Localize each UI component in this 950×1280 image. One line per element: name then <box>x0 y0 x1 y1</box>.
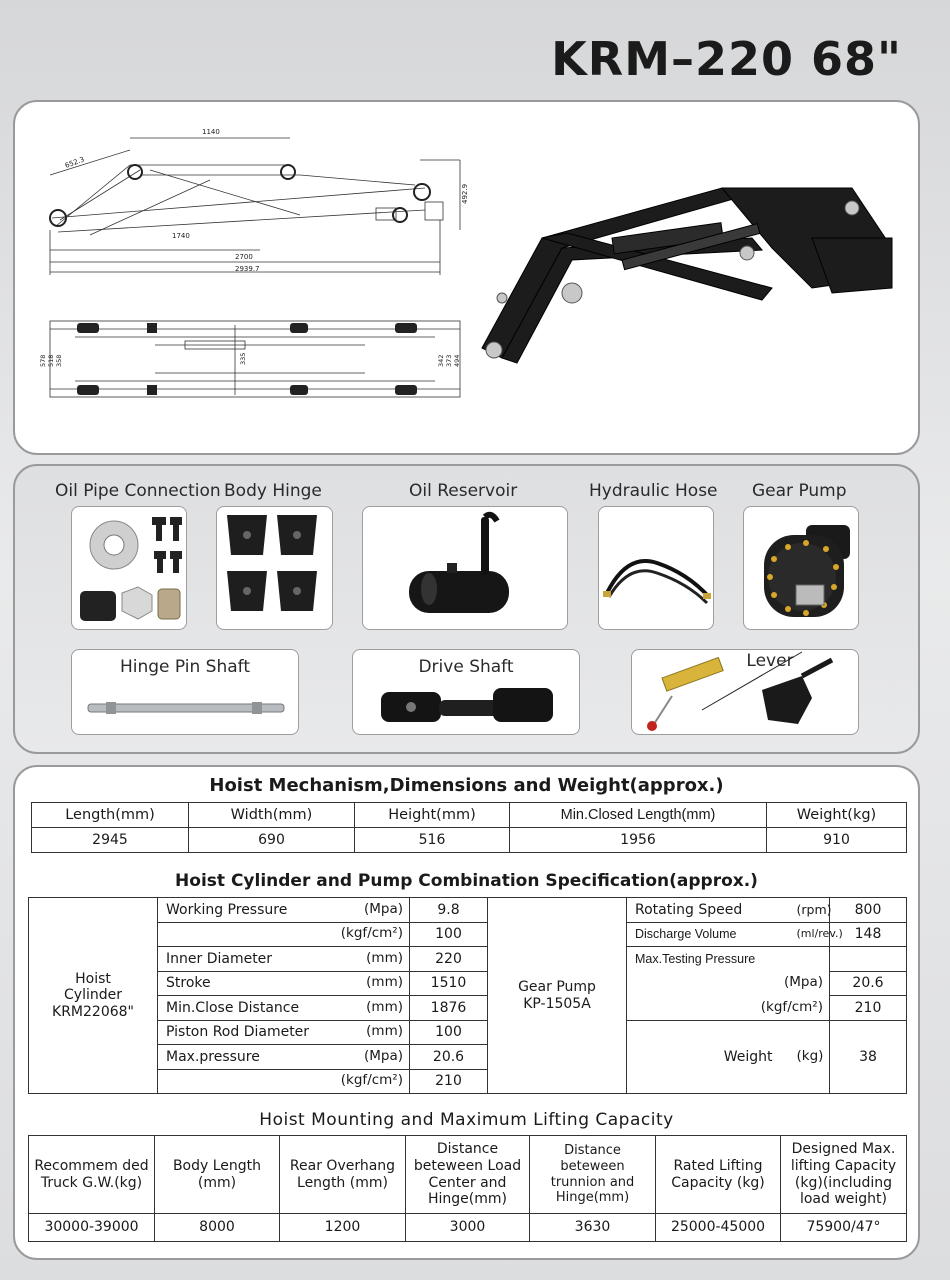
spec-unit: (kgf/cm²) <box>334 922 410 947</box>
spec-unit: (mm) <box>334 1020 410 1045</box>
table-cell: 516 <box>355 828 510 853</box>
pump-spec-unit: (rpm) <box>793 898 830 923</box>
spec-value: 1876 <box>410 996 488 1021</box>
part-label-drive-shaft: Drive Shaft <box>418 657 514 677</box>
table-header: Length(mm) <box>32 803 189 828</box>
spec-value: 20.6 <box>410 1045 488 1070</box>
pump-spec-unit: (Mpa) <box>627 971 830 996</box>
top-view-drawing <box>35 315 465 405</box>
spec-label: Min.Close Distance <box>158 996 334 1021</box>
spec-value: 220 <box>410 947 488 972</box>
spec-unit: (mm) <box>334 996 410 1021</box>
table-row <box>32 828 907 853</box>
table-header: Height(mm) <box>355 803 510 828</box>
mounting-table <box>28 1135 907 1242</box>
dim-label: 358 <box>55 354 63 367</box>
table-header-row <box>32 803 907 828</box>
dim-label: 652.3 <box>63 155 86 170</box>
dim-label: 373 <box>445 354 453 367</box>
table-cell: 1956 <box>510 828 767 853</box>
spec-unit: (mm) <box>334 947 410 972</box>
part-label-hinge-pin: Hinge Pin Shaft <box>119 657 251 677</box>
pump-spec-label: Rotating Speed <box>627 898 793 923</box>
part-label-oil-reservoir: Oil Reservoir <box>409 481 518 501</box>
dim-label: 518 <box>47 354 55 367</box>
pump-spec-label: Discharge Volume <box>627 922 793 947</box>
pump-spec-label: Weight <box>627 1020 793 1094</box>
part-label-hydraulic-hose: Hydraulic Hose <box>589 481 718 501</box>
pump-spec-value: 38 <box>830 1020 907 1094</box>
table-header: Rated Lifting Capacity (kg) <box>656 1136 781 1214</box>
spec-label: Working Pressure <box>158 898 334 923</box>
dimensions-table <box>31 802 907 853</box>
pump-spec-unit: (kg) <box>793 1020 830 1094</box>
table-cell: 3000 <box>406 1214 530 1242</box>
cylinder-name-line: KRM22068" <box>52 1003 134 1020</box>
table-cell: 910 <box>767 828 907 853</box>
table-header: Designed Max. lifting Capacity (kg)(including load weight) <box>781 1136 907 1214</box>
gear-pump-name <box>488 898 627 1094</box>
pump-spec-value: 148 <box>830 922 907 947</box>
mounting-heading: Hoist Mounting and Maximum Lifting Capacity <box>259 1110 674 1130</box>
spec-value: 210 <box>410 1069 488 1094</box>
pump-name-line: Gear Pump <box>518 979 596 996</box>
cylinder-name-line: Cylinder <box>64 987 122 1004</box>
table-row <box>29 971 907 996</box>
table-header: Distance beteween trunnion and Hinge(mm) <box>530 1136 656 1214</box>
table-cell: 30000-39000 <box>29 1214 155 1242</box>
lever-image <box>631 649 859 735</box>
dim-label: 1140 <box>202 128 220 136</box>
cylinder-pump-heading: Hoist Cylinder and Pump Combination Specification(approx.) <box>175 871 758 891</box>
part-label-body-hinge: Body Hinge <box>224 481 322 501</box>
hoist-cylinder-name <box>29 898 158 1094</box>
dim-label: 1740 <box>172 232 190 240</box>
table-header-row <box>29 1136 907 1214</box>
table-header: Weight(kg) <box>767 803 907 828</box>
table-cell: 1200 <box>280 1214 406 1242</box>
spec-unit: (kgf/cm²) <box>334 1069 410 1094</box>
pump-spec-value: 210 <box>830 996 907 1021</box>
table-cell: 8000 <box>155 1214 280 1242</box>
cylinder-pump-table <box>28 897 907 1094</box>
spec-label: Inner Diameter <box>158 947 334 972</box>
table-cell: 75900/47° <box>781 1214 907 1242</box>
part-label-oil-pipe: Oil Pipe Connection <box>55 481 221 501</box>
gear-pump-image <box>743 506 859 630</box>
table-cell: 690 <box>189 828 355 853</box>
body-hinge-image <box>216 506 333 630</box>
pump-spec-value: 800 <box>830 898 907 923</box>
dim-label: 342 <box>437 354 445 367</box>
spec-unit: (Mpa) <box>334 1045 410 1070</box>
part-label-lever: Lever <box>746 651 794 671</box>
hinge-pin-shaft-image <box>71 649 299 735</box>
spec-unit: (mm) <box>334 971 410 996</box>
spec-label: Max.pressure <box>158 1045 334 1070</box>
side-view-drawing <box>30 120 470 280</box>
table-cell: 2945 <box>32 828 189 853</box>
pump-spec-value-empty <box>830 947 907 972</box>
table-header: Distance beteween Load Center and Hinge(mm) <box>406 1136 530 1214</box>
part-label-gear-pump: Gear Pump <box>752 481 847 501</box>
dim-label: 2939.7 <box>235 265 260 273</box>
pump-spec-unit: (kgf/cm²) <box>627 996 830 1021</box>
table-row <box>29 898 907 923</box>
oil-pipe-connection-image <box>71 506 187 630</box>
spec-label: Piston Rod Diameter <box>158 1020 334 1045</box>
spec-value: 100 <box>410 922 488 947</box>
hydraulic-hose-image <box>598 506 714 630</box>
drive-shaft-image <box>352 649 580 735</box>
dim-label: 578 <box>39 354 47 367</box>
table-row <box>29 1214 907 1242</box>
spec-value: 9.8 <box>410 898 488 923</box>
spec-unit: (Mpa) <box>334 898 410 923</box>
table-cell: 3630 <box>530 1214 656 1242</box>
cylinder-name-line: Hoist <box>75 971 111 988</box>
dim-label: 2700 <box>235 253 253 261</box>
table-row <box>29 1020 907 1045</box>
table-header: Body Length (mm) <box>155 1136 280 1214</box>
table-row <box>29 922 907 947</box>
table-row <box>29 947 907 972</box>
spec-label <box>158 922 334 947</box>
table-header: Min.Closed Length(mm) <box>510 803 767 828</box>
dim-label: 335 <box>239 352 247 365</box>
pump-spec-value: 20.6 <box>830 971 907 996</box>
table-header: Rear Overhang Length (mm) <box>280 1136 406 1214</box>
table-cell: 25000-45000 <box>656 1214 781 1242</box>
dim-label: 494 <box>453 354 461 367</box>
table-row <box>29 996 907 1021</box>
dimensions-heading: Hoist Mechanism,Dimensions and Weight(approx.) <box>209 775 724 796</box>
dim-label: 492.9 <box>461 183 469 204</box>
table-header: Width(mm) <box>189 803 355 828</box>
oil-reservoir-image <box>362 506 568 630</box>
spec-label: Stroke <box>158 971 334 996</box>
pump-spec-unit: (ml/rev.) <box>793 922 830 947</box>
spec-label <box>158 1069 334 1094</box>
spec-value: 1510 <box>410 971 488 996</box>
pump-spec-label: Max.Testing Pressure <box>627 947 830 972</box>
table-header: Recommem ded Truck G.W.(kg) <box>29 1136 155 1214</box>
model-title: KRM–220 68" <box>551 32 902 86</box>
pump-name-line: KP-1505A <box>523 995 591 1012</box>
spec-value: 100 <box>410 1020 488 1045</box>
hoist-render-image <box>472 178 902 378</box>
